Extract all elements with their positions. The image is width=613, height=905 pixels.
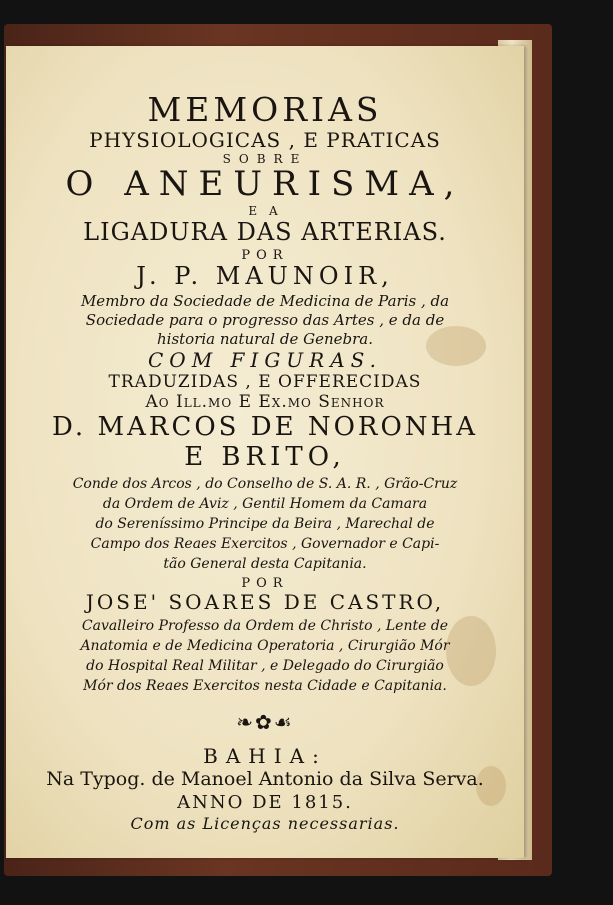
translated-line: TRADUZIDAS , E OFFERECIDAS	[108, 372, 422, 392]
printers-ornament: ❧✿☙	[236, 710, 294, 734]
figures-note: COM FIGURAS.	[148, 348, 382, 372]
dedicatee-description: tão General desta Capitania.	[163, 556, 367, 572]
imprint-printer: Na Typog. de Manoel Antonio da Silva Serva.	[46, 768, 484, 790]
translator-description: Anatomia e de Medicina Operatoria , Cirurgião Mór	[80, 638, 450, 654]
dedicatee-description: da Ordem de Aviz , Gentil Homem da Camara	[102, 496, 428, 512]
por-label: POR	[241, 576, 289, 591]
translator-description: do Hospital Real Militar , e Delegado do Cirurgião	[86, 658, 444, 674]
title-line-4: O ANEURISMA,	[65, 164, 465, 204]
title-line-6: LIGADURA DAS ARTERIAS.	[83, 218, 447, 246]
dedication-line: Ao Ill.mo E Ex.mo Senhor	[145, 392, 385, 412]
title-line-1: MEMORIAS	[147, 90, 383, 129]
translator-description: Cavalleiro Professo da Ordem de Christo , Lente de	[81, 618, 449, 634]
translator-name: JOSE' SOARES DE CASTRO,	[85, 590, 445, 614]
imprint-place: BAHIA:	[203, 744, 327, 768]
title-line-2: PHYSIOLOGICAS , E PRATICAS	[89, 128, 441, 152]
author-name: J. P. MAUNOIR,	[136, 262, 394, 290]
author-description: Sociedade para o progresso das Artes , e da de	[85, 311, 445, 329]
imprint-license: Com as Licenças necessarias.	[130, 814, 400, 833]
title-page	[6, 46, 524, 858]
dedicatee-description: Conde dos Arcos , do Conselho de S. A. R. , Grão-Cruz	[72, 476, 458, 492]
translator-description: Mór dos Reaes Exercitos nesta Cidade e Capitania.	[83, 678, 447, 694]
title-line-3: SOBRE	[222, 152, 308, 166]
author-description: historia natural de Genebra.	[157, 330, 373, 348]
dedicatee-name-2: E BRITO,	[184, 442, 346, 472]
imprint-year: ANNO DE 1815.	[177, 792, 353, 813]
por-label: POR	[241, 248, 289, 263]
dedicatee-name-1: D. MARCOS DE NORONHA	[52, 412, 478, 442]
dedicatee-description: Campo dos Reaes Exercitos , Governador e Capi-	[90, 536, 440, 552]
title-line-5: E A	[248, 204, 282, 218]
author-description: Membro da Sociedade de Medicina de Paris , da	[80, 292, 450, 310]
dedicatee-description: do Sereníssimo Principe da Beira , Marechal de	[95, 516, 435, 532]
